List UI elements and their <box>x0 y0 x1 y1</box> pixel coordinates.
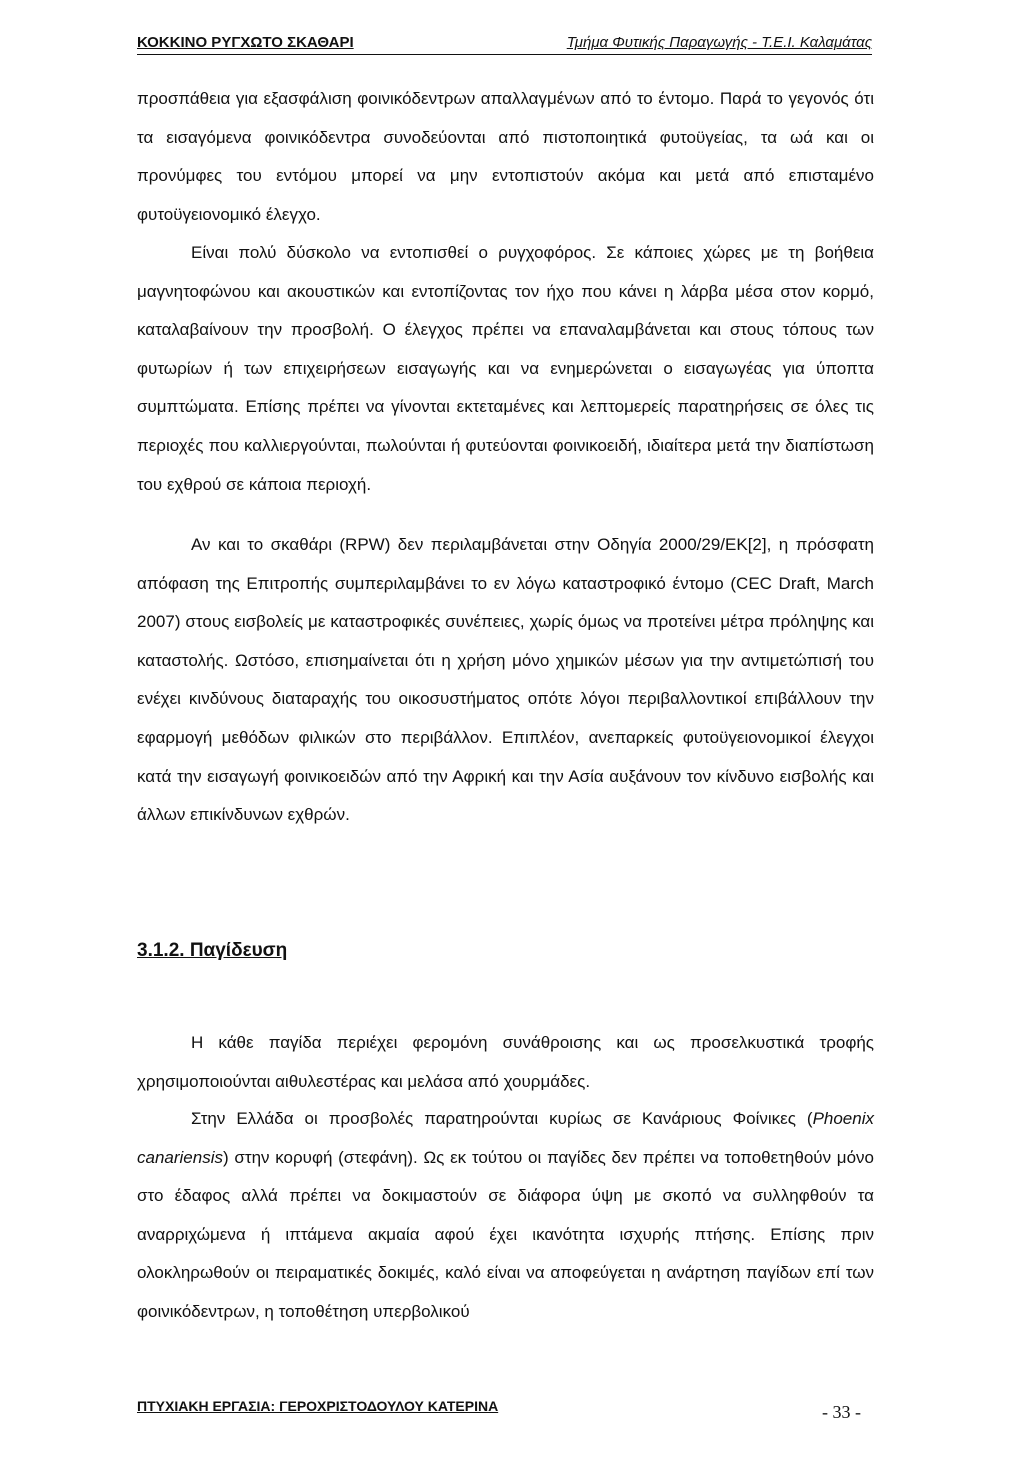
header-rule <box>137 54 872 55</box>
section-paragraph-1: Η κάθε παγίδα περιέχει φερομόνη συνάθροισης και ως προσελκυστικά τροφής χρησιμοποιούνται αιθυλεστέρας και μελάσα από χουρμάδες. <box>137 1033 874 1091</box>
species-name: Phoenix canariensis <box>137 1109 874 1167</box>
body-paragraph-2: Είναι πολύ δύσκολο να εντοπισθεί ο ρυγχοφόρος. Σε κάποιες χώρες με τη βοήθεια μαγνητοφώνου και ακουστικών και εντοπίζοντας τον ήχο που κάνει η λάρβα μέσα στον κορμό, καταλαβαίνουν την προσβολή. Ο έλεγχος πρέπει να επαναλαμβάνεται και στους τόπους των φυτωρίων ή των επιχειρήσεων εισαγωγής και να ενημερώνεται ο εισαγωγέας για ύποπτα συμπτώματα. Επίσης πρέπει να γίνονται εκτεταμένες και λεπτομερείς παρατηρήσεις σε όλες τις περιοχές που καλλιεργούνται, πωλούνται ή φυτεύονται φοινικοειδή, ιδιαίτερα μετά την διαπίστωση του εχθρού σε κάποια περιοχή. <box>137 243 874 494</box>
section-heading: 3.1.2. Παγίδευση <box>137 940 288 961</box>
paragraph-text-after: ) στην κορυφή (στεφάνη). Ως εκ τούτου οι παγίδες δεν πρέπει να τοποθετηθούν μόνο στο έδαφος αλλά πρέπει να δοκιμαστούν σε διάφορα ύψη με σκοπό να συλληφθούν τα αναρριχώμενα ή ιπτάμενα ακμαία αφού έχει ικανότητα ισχυρής πτήσης. Επίσης πριν ολοκληρωθούν οι πειραματικές δοκιμές, καλό είναι να αποφεύγεται η ανάρτηση παγίδων επί των φοινικόδεντρων, η τοποθέτηση υπερβολικού <box>137 1147 874 1321</box>
paragraph-text-before: Στην Ελλάδα οι προσβολές παρατηρούνται κυρίως σε Κανάριους Φοίνικες ( <box>191 1109 813 1128</box>
section-paragraph-2 <box>137 1100 874 1332</box>
body-paragraph-3: Αν και το σκαθάρι (RPW) δεν περιλαμβάνεται στην Οδηγία 2000/29/ΕΚ[2], η πρόσφατη απόφαση της Επιτροπής συμπεριλαμβάνει το εν λόγω καταστροφικό έντομο (CEC Draft, March 2007) στους εισβολείς με καταστροφικές συνέπειες, χωρίς όμως να προτείνει μέτρα πρόληψης και καταστολής. Ωστόσο, επισημαίνεται ότι η χρήση μόνο χημικών μέσων για την αντιμετώπισή του ενέχει κινδύνους διαταραχής του οικοσυστήματος οπότε λόγοι περιβαλλοντικοί επιβάλλουν την εφαρμογή μεθόδων φιλικών στο περιβάλλον. Επιπλέον, ανεπαρκείς φυτοϋγειονομικοί έλεγχοι κατά την εισαγωγή φοινικοειδών από την Αφρική και την Ασία αυξάνουν τον κίνδυνο εισβολής και άλλων επικίνδυνων εχθρών. <box>137 535 874 825</box>
body-paragraph-1: προσπάθεια για εξασφάλιση φοινικόδεντρων απαλλαγμένων από το έντομο. Παρά το γεγονός ότι τα εισαγόμενα φοινικόδεντρα συνοδεύονται από πιστοποιητικά φυτοϋγείας, τα ωά και οι προνύμφες του εντόμου μπορεί να μην εντοπιστούν ακόμα και μετά από επισταμένο φυτοϋγειονομικό έλεγχο. <box>137 89 874 224</box>
running-header <box>137 34 872 58</box>
header-title: ΚΟΚΚΙΝΟ ΡΥΓΧΩΤΟ ΣΚΑΘΑΡΙ <box>137 34 354 51</box>
header-department: Τμήμα Φυτικής Παραγωγής - Τ.Ε.Ι. Καλαμάτας <box>566 34 872 51</box>
page-number: - 33 - <box>822 1402 861 1422</box>
footer-author: ΠΤΥΧΙΑΚΗ ΕΡΓΑΣΙΑ: ΓΕΡΟΧΡΙΣΤΟΔΟΥΛΟΥ ΚΑΤΕΡΙΝΑ <box>137 1398 499 1414</box>
